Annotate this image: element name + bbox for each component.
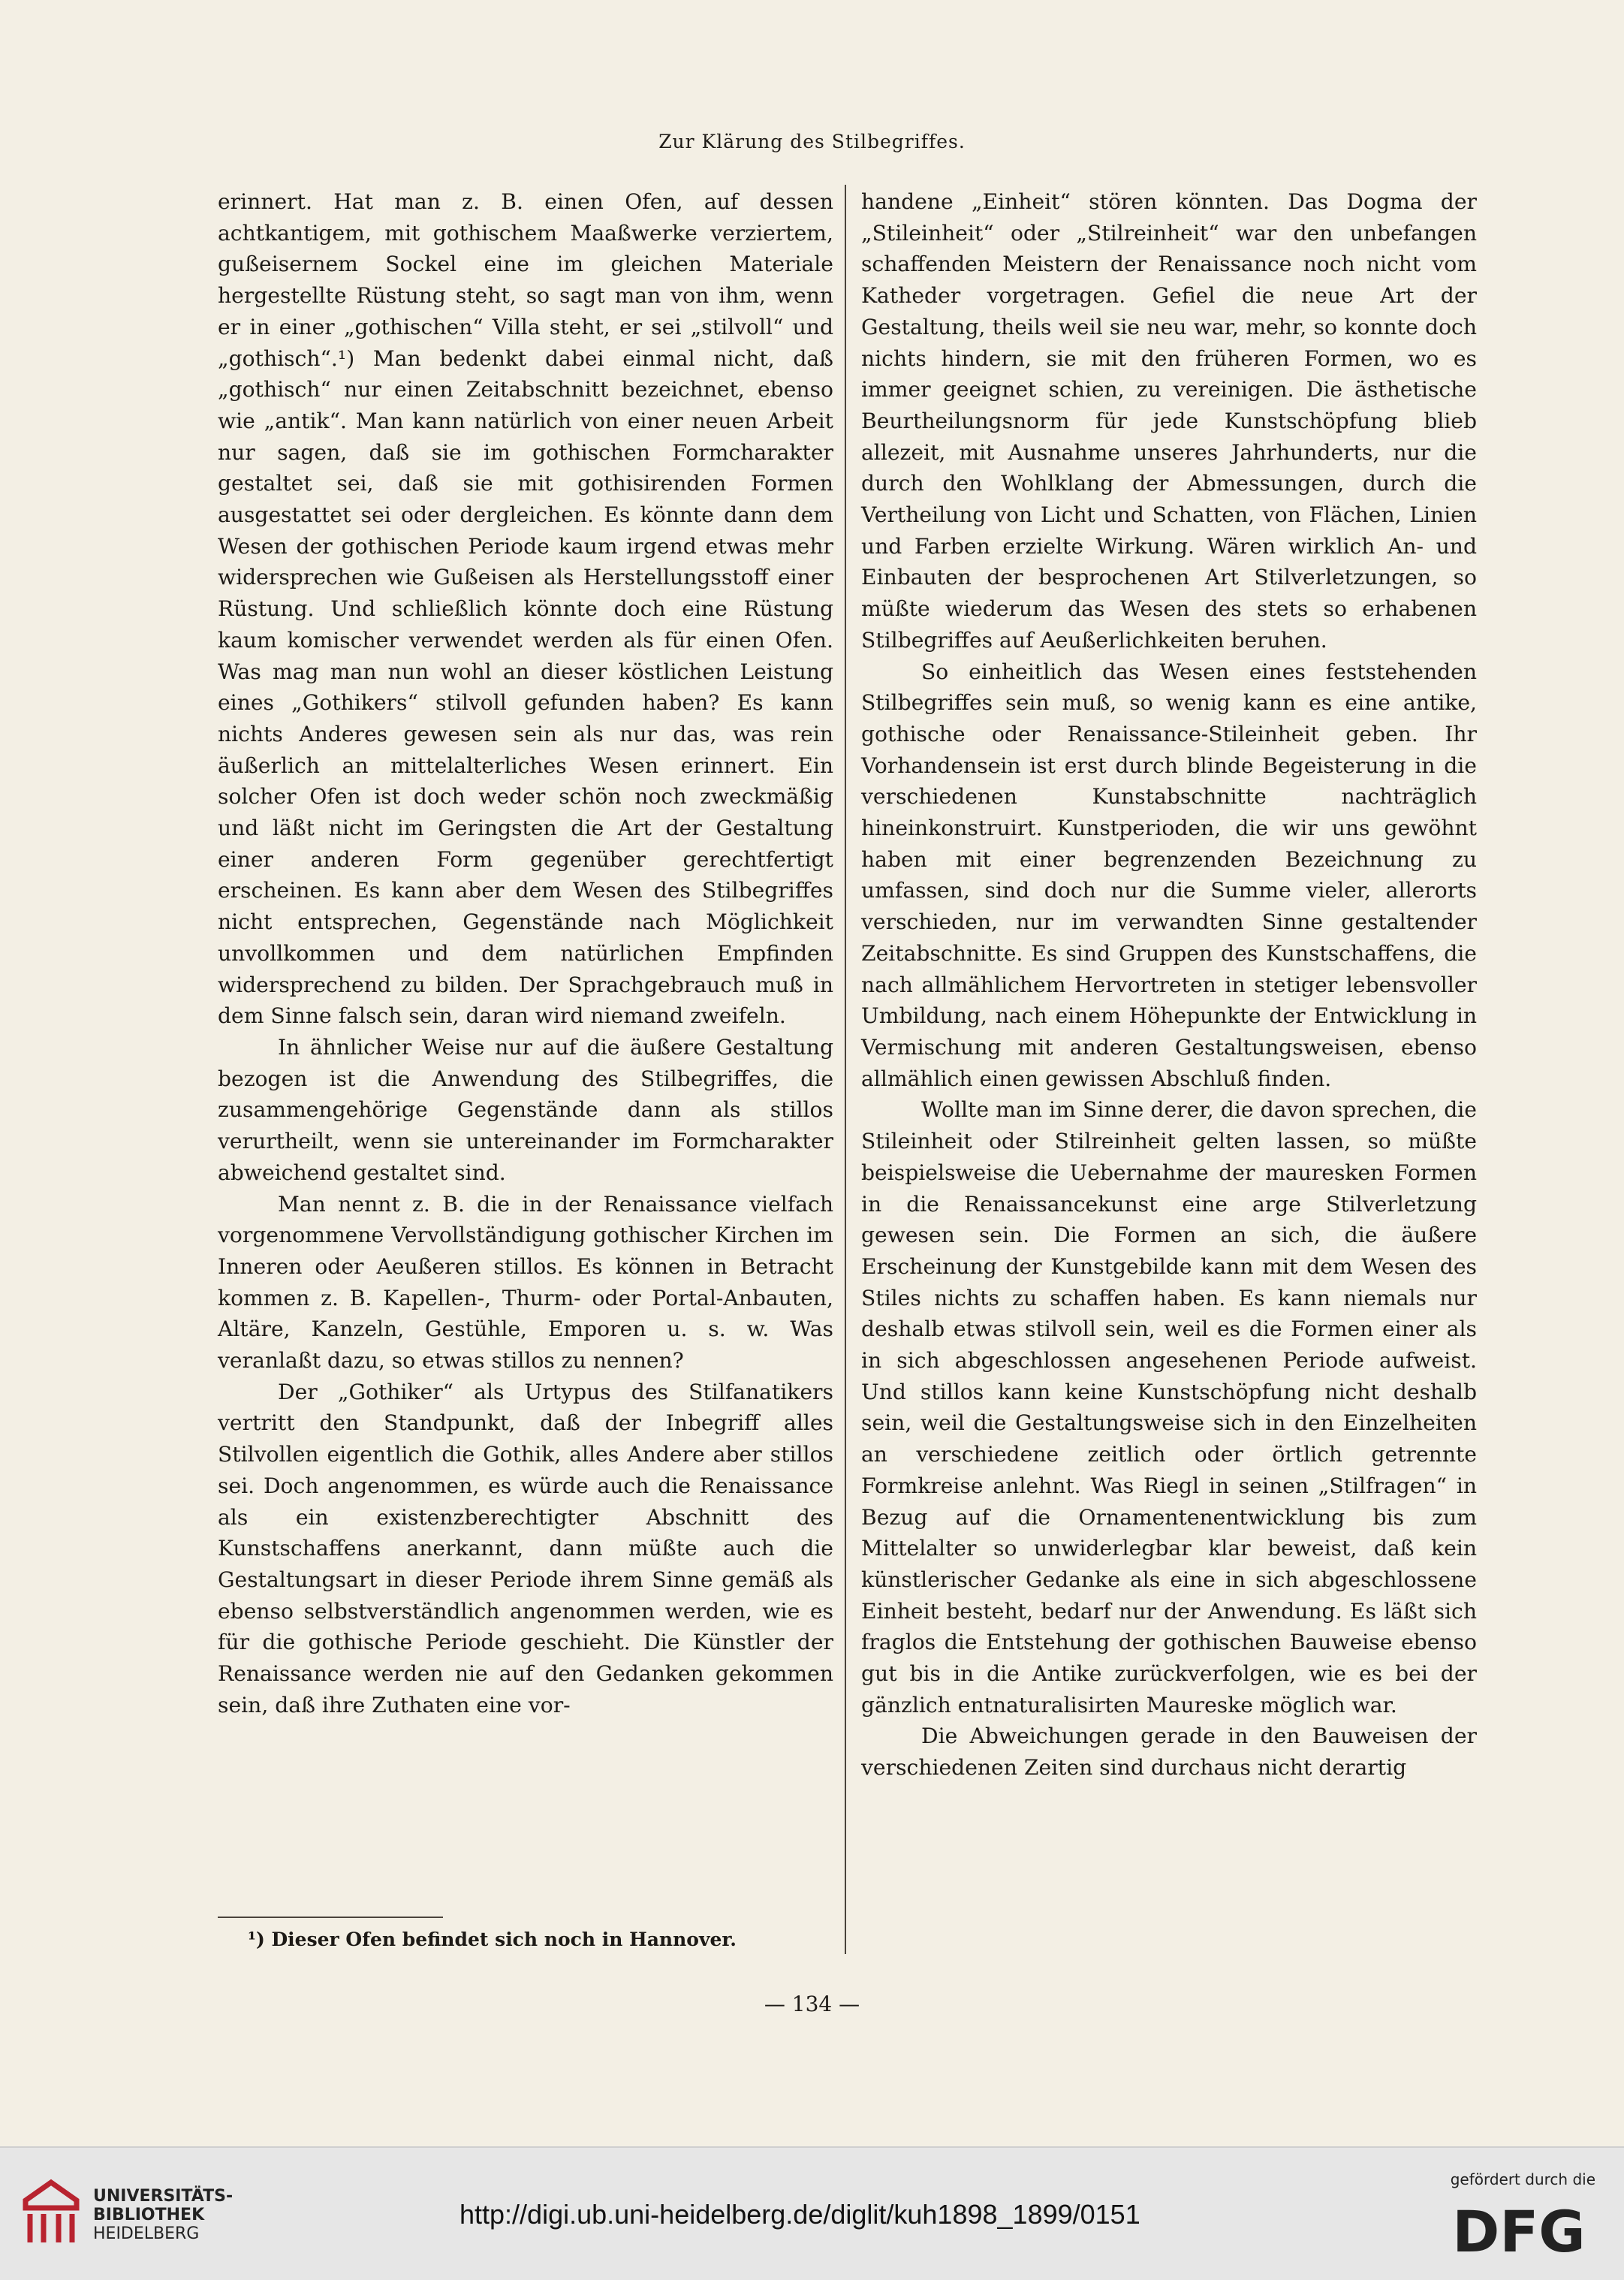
library-name-line: UNIVERSITÄTS- — [93, 2187, 234, 2206]
paragraph: Der „Gothiker“ als Urtypus des Stilfanatikers vertritt den Standpunkt, daß der Inbegriff alles Stilvollen eigentlich die Gothik, alles Andere aber stillos sei. Doch angenommen, es würde auch die Renaissance als ein existenzberechtigter Abschnitt des Kunstschaffens anerkannt, dann müßte auch die Gestaltungsart in dieser Periode ihrem Sinne gemäß als ebenso selbstverständlich angenommen werden, wie es für die gothische Periode geschieht. Die Künstler der Renaissance werden nie auf den Gedanken gekommen sein, daß ihre Zuthaten eine vor- — [218, 1379, 833, 1718]
paragraph: Wollte man im Sinne derer, die davon sprechen, die Stileinheit oder Stilreinheit gelten lassen, so müßte beispielsweise die Uebernahme der mauresken Formen in die Renaissancekunst eine arge Stilverletzung gewesen sein. Die Formen an sich, die äußere Erscheinung der Kunstgebilde kann mit dem Wesen des Stiles nichts zu schaffen haben. Es kann niemals nur deshalb etwas stilvoll sein, weil es die Formen einer als in sich abgeschlossen angesehenen Periode aufweist. Und stillos kann keine Kunstschöpfung nicht deshalb sein, weil die Gestaltungsweise sich in den Einzelheiten an verschiedene zeitlich oder örtlich getrennte Formkreise anlehnt. Was Riegl in seinen „Stilfragen“ in Bezug auf die Ornamentenentwicklung bis zum Mittelalter so unwiderlegbar klar beweist, daß kein künstlerischer Gedanke als eine in sich abgeschlossene Einheit besteht, bedarf nur der Anwendung. Es läßt sich fraglos die Entstehung der gothischen Bauweise ebenso gut bis in die Antike zurückverfolgen, wie es bei der gänzlich entnaturalisirten Maureske möglich war. — [861, 1097, 1477, 1718]
library-logo-icon[interactable] — [18, 2178, 84, 2250]
paragraph: Die Abweichungen gerade in den Bauweisen der verschiedenen Zeiten sind durchaus nicht derartig — [861, 1724, 1477, 1781]
paragraph: Man nennt z. B. die in der Renaissance vielfach vorgenommene Vervollständigung gothischer Kirchen im Inneren oder Aeußeren stillos. Es können in Betracht kommen z. B. Kapellen-, Thurm- oder Portal-Anbauten, Altäre, Kanzeln, Gestühle, Emporen u. s. w. Was veranlaßt dazu, so etwas stillos zu nennen? — [218, 1191, 833, 1374]
column-divider — [845, 185, 846, 1954]
library-name-line: HEIDELBERG — [93, 2224, 200, 2243]
paragraph: So einheitlich das Wesen eines feststehenden Stilbegriffes sein muß, so wenig kann es eine antike, gothische oder Renaissance-Stileinheit geben. Ihr Vorhandensein ist erst durch blinde Begeisterung in die verschiedenen Kunstabschnitte nachträglich hineinkonstruirt. Kunstperioden, die wir uns gewöhnt haben mit einer begrenzenden Bezeichnung zu umfassen, sind doch nur die Summe vieler, allerorts verschieden, nur im verwandten Sinne gestaltender Zeitabschnitte. Es sind Gruppen des Kunstschaffens, die nach allmählichem Hervortreten in stetiger lebensvoller Umbildung, nach einem Höhepunkte der Entwicklung in Vermischung mit anderen Gestaltungsweisen, ebenso allmählich einen gewissen Abschluß finden. — [861, 659, 1477, 1091]
paragraph: In ähnlicher Weise nur auf die äußere Gestaltung bezogen ist die Anwendung des Stilbegriffes, die zusammengehörige Gegenstände dann als stillos verurtheilt, wenn sie untereinander im Formcharakter abweichend gestaltet sind. — [218, 1034, 833, 1185]
running-head: Zur Klärung des Stilbegriffes. — [658, 131, 966, 152]
dfg-logo-icon[interactable] — [1444, 2199, 1594, 2259]
footnote: ¹) Dieser Ofen befindet sich noch in Hannover. — [248, 1929, 737, 1950]
footnote-rule — [218, 1917, 443, 1918]
footer-bar — [0, 2146, 1624, 2280]
paragraph: erinnert. Hat man z. B. einen Ofen, auf dessen achtkantigem, mit gothischem Maaßwerke verziertem, gußeisernem Sockel eine im gleichen Materiale hergestellte Rüstung steht, so sagt man von ihm, wenn er in einer „gothischen“ Villa steht, er sei „stilvoll“ und „gothisch“.¹) Man bedenkt dabei einmal nicht, daß „gothisch“ nur einen Zeitabschnitt bezeichnet, ebenso wie „antik“. Man kann natürlich von einer neuen Arbeit nur sagen, daß sie im gothischen Formcharakter gestaltet sei, daß sie mit gothisirenden Formen ausgestattet sei oder dergleichen. Es könnte dann dem Wesen der gothischen Periode kaum irgend etwas mehr widersprechen wie Gußeisen als Herstellungsstoff einer Rüstung. Und schließlich könnte doch eine Rüstung kaum komischer verwendet werden als für einen Ofen. Was mag man nun wohl an dieser köstlichen Leistung eines „Gothikers“ stilvoll gefunden haben? Es kann nichts Anderes gewesen sein als nur das, was rein äußerlich an mittelalterliches Wesen erinnert. Ein solcher Ofen ist doch weder schön noch zweckmäßig und läßt nicht im Geringsten die Art der Gestaltung einer anderen Form gegenüber gerechtfertigt erscheinen. Es kann aber dem Wesen des Stilbegriffes nicht entsprechen, Gegenstände nach Möglichkeit unvollkommen und dem natürlichen Empfinden widersprechend zu bilden. Der Sprachgebrauch muß in dem Sinne falsch sein, daran wird niemand zweifeln. — [218, 189, 833, 1029]
funded-by-label: gefördert durch die — [1450, 2170, 1595, 2188]
paragraph: handene „Einheit“ stören könnten. Das Dogma der „Stileinheit“ oder „Stilreinheit“ war den unbefangen schaffenden Meistern der Renaissance noch nicht vom Katheder vorgetragen. Gefiel die neue Art der Gestaltung, theils weil sie neu war, mehr, so konnte doch nichts hindern, sie mit den früheren Formen, wo es immer geeignet schien, zu vereinigen. Die ästhetische Beurtheilungsnorm für jede Kunstschöpfung blieb allezeit, mit Ausnahme unseres Jahrhunderts, nur die durch den Wohlklang der Abmessungen, durch die Vertheilung von Licht und Schatten, von Flächen, Linien und Farben erzielte Wirkung. Wären wirklich An- und Einbauten der besprochenen Art Stilverletzungen, so müßte wiederum das Wesen des stets so erhabenen Stilbegriffes auf Aeußerlichkeiten beruhen. — [861, 189, 1477, 653]
left-column — [218, 186, 833, 1721]
page-number: — 134 — — [764, 1992, 860, 2016]
permalink-url[interactable]: http://digi.ub.uni-heidelberg.de/diglit/kuh1898_1899/0151 — [459, 2199, 1140, 2230]
library-name-line: BIBLIOTHEK — [93, 2206, 205, 2224]
right-column — [861, 186, 1477, 1784]
dfg-logo-text: DFG — [1452, 2199, 1586, 2259]
library-name[interactable] — [93, 2187, 233, 2243]
